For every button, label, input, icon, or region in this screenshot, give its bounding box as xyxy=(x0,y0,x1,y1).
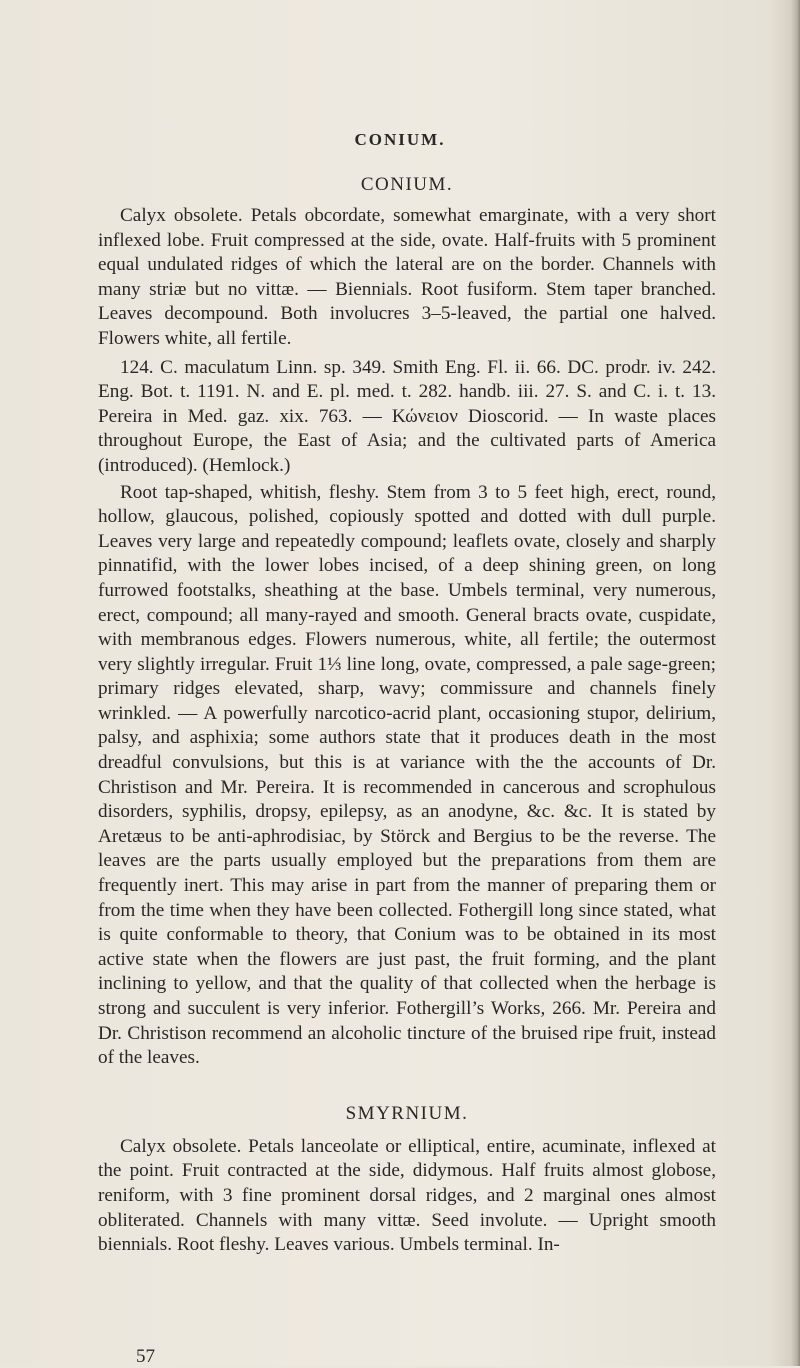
page-edge-shadow xyxy=(790,0,800,1366)
species-entry-maculatum: 124. C. maculatum Linn. sp. 349. Smith Eng. Fl. ii. 66. DC. prodr. iv. 242. Eng. Bot. t. 1191. N. and E. pl. med. t. 282. handb. iii. 27. S. and C. i. t. 13. Pereira in Med. gaz. xix. 763. — Κώνειον Dioscorid. — In waste places throughout Europe, the East of Asia; and the cultivated parts of America (introduced). (Hemlock.) xyxy=(98,356,716,476)
section-heading-conium: CONIUM. xyxy=(360,174,454,195)
section-heading-smyrnium: SMYRNIUM. xyxy=(345,1102,469,1124)
genus-description-conium: Calyx obsolete. Petals obcordate, somewhat emarginate, with a very short inflexed lobe. Fruit compressed at the side, ovate. Half-fruits with 5 prominent equal undulated ridges of which the lateral are on the border. Channels with many striæ but no vittæ. — Biennials. Root fusiform. Stem taper branched. Leaves decompound. Both involucres 3–5-leaved, the partial one halved. Flowers white, all fertile. xyxy=(98,205,716,349)
page-number: 57 xyxy=(136,1346,155,1367)
species-description-maculatum: Root tap-shaped, whitish, fleshy. Stem from 3 to 5 feet high, erect, round, hollow, glaucous, polished, copiously spotted and dotted with dull purple. Leaves very large and repeatedly compound; leaflets ovate, closely and sharply pinnatifid, with the lower lobes incised, of a deep shining green, on long furrowed footstalks, sheathing at the base. Umbels terminal, very numerous, erect, compound; all many-rayed and smooth. General bracts ovate, cuspidate, with membranous edges. Flowers numerous, white, all fertile; the outermost very slightly irregular. Fruit 1⅓ line long, ovate, compressed, a pale sage-green; primary ridges elevated, sharp, wavy; commissure and channels finely wrinkled. — A powerfully narcotico-acrid plant, occasioning stupor, delirium, palsy, and asphixia; some authors state that it produces death in the most dreadful convulsions, but this is at variance with the the accounts of Dr. Christison and Mr. Pereira. It is recommended in cancerous and scrophulous disorders, syphilis, dropsy, epilepsy, as an anodyne, &c. &c. It is stated by Aretæus to be anti-aphrodisiac, by Störck and Bergius to be the reverse. The leaves are the parts usually employed but the preparations from them are frequently inert. This may arise in part from the manner of preparing them or from the time when they have been collected. Fothergill long since stated, what is quite conformable to theory, that Conium was to be obtained in its most active state when the flowers are just past, the fruit forming, and the plant inclining to yellow, and that the quality of that collected when the herbage is strong and succulent is very inferior. Fothergill’s Works, 266. Mr. Pereira and Dr. Christison recommend an alcoholic tincture of the bruised ripe fruit, instead of the leaves. xyxy=(98,481,716,1069)
running-head: CONIUM. xyxy=(354,130,446,149)
genus-description-smyrnium: Calyx obsolete. Petals lanceolate or elliptical, entire, acuminate, inflexed at the point. Fruit contracted at the side, didymous. Half fruits almost globose, reniform, with 3 fine prominent dorsal ridges, and 2 marginal ones almost obliterated. Channels with many vittæ. Seed involute. — Upright smooth biennials. Root fleshy. Leaves various. Umbels terminal. In- xyxy=(98,1135,716,1256)
text-column xyxy=(98,172,716,1258)
